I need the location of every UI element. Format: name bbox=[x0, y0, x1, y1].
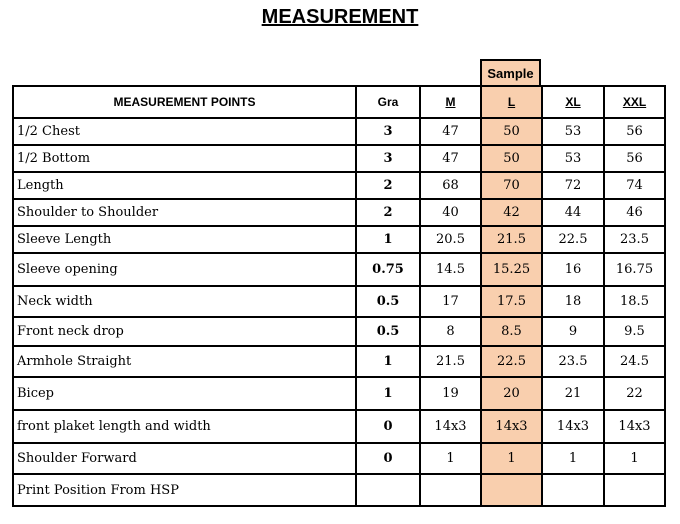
measurement-point-cell: Shoulder to Shoulder bbox=[13, 199, 356, 226]
grading-cell bbox=[356, 474, 420, 506]
table-row bbox=[13, 346, 665, 377]
size-xxl-cell: 9.5 bbox=[604, 317, 665, 346]
table-row bbox=[13, 410, 665, 443]
size-m-cell: 17 bbox=[420, 286, 481, 317]
grading-cell: 1 bbox=[356, 346, 420, 377]
measurement-point-cell: Shoulder Forward bbox=[13, 443, 356, 474]
size-xl-cell bbox=[542, 474, 604, 506]
size-xxl-cell: 56 bbox=[604, 145, 665, 172]
size-xxl-cell: 14x3 bbox=[604, 410, 665, 443]
sample-label: Sample bbox=[480, 59, 541, 85]
grading-cell: 0 bbox=[356, 443, 420, 474]
size-m-cell: 14.5 bbox=[420, 253, 481, 286]
header-size-xxl: XXL bbox=[604, 86, 665, 118]
size-xxl-cell: 24.5 bbox=[604, 346, 665, 377]
grading-cell: 1 bbox=[356, 377, 420, 410]
size-m-cell: 47 bbox=[420, 145, 481, 172]
page-title: MEASUREMENT bbox=[261, 6, 419, 28]
size-xxl-cell: 16.75 bbox=[604, 253, 665, 286]
size-m-cell: 14x3 bbox=[420, 410, 481, 443]
measurement-point-cell: Sleeve Length bbox=[13, 226, 356, 253]
size-m-cell: 1 bbox=[420, 443, 481, 474]
grading-cell: 1 bbox=[356, 226, 420, 253]
size-xl-cell: 53 bbox=[542, 118, 604, 145]
table-row bbox=[13, 118, 665, 145]
size-m-cell: 40 bbox=[420, 199, 481, 226]
measurement-point-cell: Neck width bbox=[13, 286, 356, 317]
size-xl-cell: 16 bbox=[542, 253, 604, 286]
size-m-cell: 8 bbox=[420, 317, 481, 346]
table-row bbox=[13, 377, 665, 410]
size-l-cell bbox=[481, 474, 542, 506]
size-xl-cell: 44 bbox=[542, 199, 604, 226]
size-xxl-cell: 18.5 bbox=[604, 286, 665, 317]
table-row bbox=[13, 286, 665, 317]
size-m-cell bbox=[420, 474, 481, 506]
table-row bbox=[13, 172, 665, 199]
measurement-point-cell: Sleeve opening bbox=[13, 253, 356, 286]
table-row bbox=[13, 253, 665, 286]
measurement-table bbox=[12, 85, 666, 507]
size-xl-cell: 14x3 bbox=[542, 410, 604, 443]
table-row bbox=[13, 226, 665, 253]
header-size-xl: XL bbox=[542, 86, 604, 118]
size-l-cell: 50 bbox=[481, 145, 542, 172]
measurement-point-cell: 1/2 Bottom bbox=[13, 145, 356, 172]
size-xl-cell: 53 bbox=[542, 145, 604, 172]
size-xxl-cell: 23.5 bbox=[604, 226, 665, 253]
size-xxl-cell: 1 bbox=[604, 443, 665, 474]
measurement-point-cell: Print Position From HSP bbox=[13, 474, 356, 506]
grading-cell: 0 bbox=[356, 410, 420, 443]
measurement-point-cell: 1/2 Chest bbox=[13, 118, 356, 145]
size-l-cell: 20 bbox=[481, 377, 542, 410]
size-l-cell: 42 bbox=[481, 199, 542, 226]
size-l-cell: 14x3 bbox=[481, 410, 542, 443]
size-xxl-cell: 56 bbox=[604, 118, 665, 145]
size-l-cell: 8.5 bbox=[481, 317, 542, 346]
header-row bbox=[13, 86, 665, 118]
grading-cell: 2 bbox=[356, 199, 420, 226]
measurement-point-cell: Front neck drop bbox=[13, 317, 356, 346]
header-measurement-points: MEASUREMENT POINTS bbox=[13, 86, 356, 118]
grading-cell: 2 bbox=[356, 172, 420, 199]
grading-cell: 3 bbox=[356, 145, 420, 172]
size-xl-cell: 18 bbox=[542, 286, 604, 317]
size-m-cell: 68 bbox=[420, 172, 481, 199]
table-row bbox=[13, 317, 665, 346]
grading-cell: 3 bbox=[356, 118, 420, 145]
size-xl-cell: 22.5 bbox=[542, 226, 604, 253]
size-l-cell: 50 bbox=[481, 118, 542, 145]
size-m-cell: 47 bbox=[420, 118, 481, 145]
size-xxl-cell: 46 bbox=[604, 199, 665, 226]
table-row bbox=[13, 443, 665, 474]
measurement-point-cell: Length bbox=[13, 172, 356, 199]
measurement-point-cell: Armhole Straight bbox=[13, 346, 356, 377]
header-size-l: L bbox=[481, 86, 542, 118]
size-l-cell: 22.5 bbox=[481, 346, 542, 377]
size-xxl-cell: 74 bbox=[604, 172, 665, 199]
size-m-cell: 19 bbox=[420, 377, 481, 410]
size-xxl-cell bbox=[604, 474, 665, 506]
size-m-cell: 21.5 bbox=[420, 346, 481, 377]
header-size-m: M bbox=[420, 86, 481, 118]
size-xl-cell: 23.5 bbox=[542, 346, 604, 377]
size-xl-cell: 1 bbox=[542, 443, 604, 474]
size-l-cell: 21.5 bbox=[481, 226, 542, 253]
grading-cell: 0.5 bbox=[356, 317, 420, 346]
size-m-cell: 20.5 bbox=[420, 226, 481, 253]
table-row bbox=[13, 199, 665, 226]
size-xl-cell: 9 bbox=[542, 317, 604, 346]
table-row bbox=[13, 145, 665, 172]
header-gra: Gra bbox=[356, 86, 420, 118]
size-xl-cell: 21 bbox=[542, 377, 604, 410]
grading-cell: 0.75 bbox=[356, 253, 420, 286]
size-l-cell: 15.25 bbox=[481, 253, 542, 286]
measurement-point-cell: front plaket length and width bbox=[13, 410, 356, 443]
size-l-cell: 1 bbox=[481, 443, 542, 474]
table-row bbox=[13, 474, 665, 506]
grading-cell: 0.5 bbox=[356, 286, 420, 317]
size-l-cell: 70 bbox=[481, 172, 542, 199]
measurement-point-cell: Bicep bbox=[13, 377, 356, 410]
size-l-cell: 17.5 bbox=[481, 286, 542, 317]
size-xxl-cell: 22 bbox=[604, 377, 665, 410]
size-xl-cell: 72 bbox=[542, 172, 604, 199]
